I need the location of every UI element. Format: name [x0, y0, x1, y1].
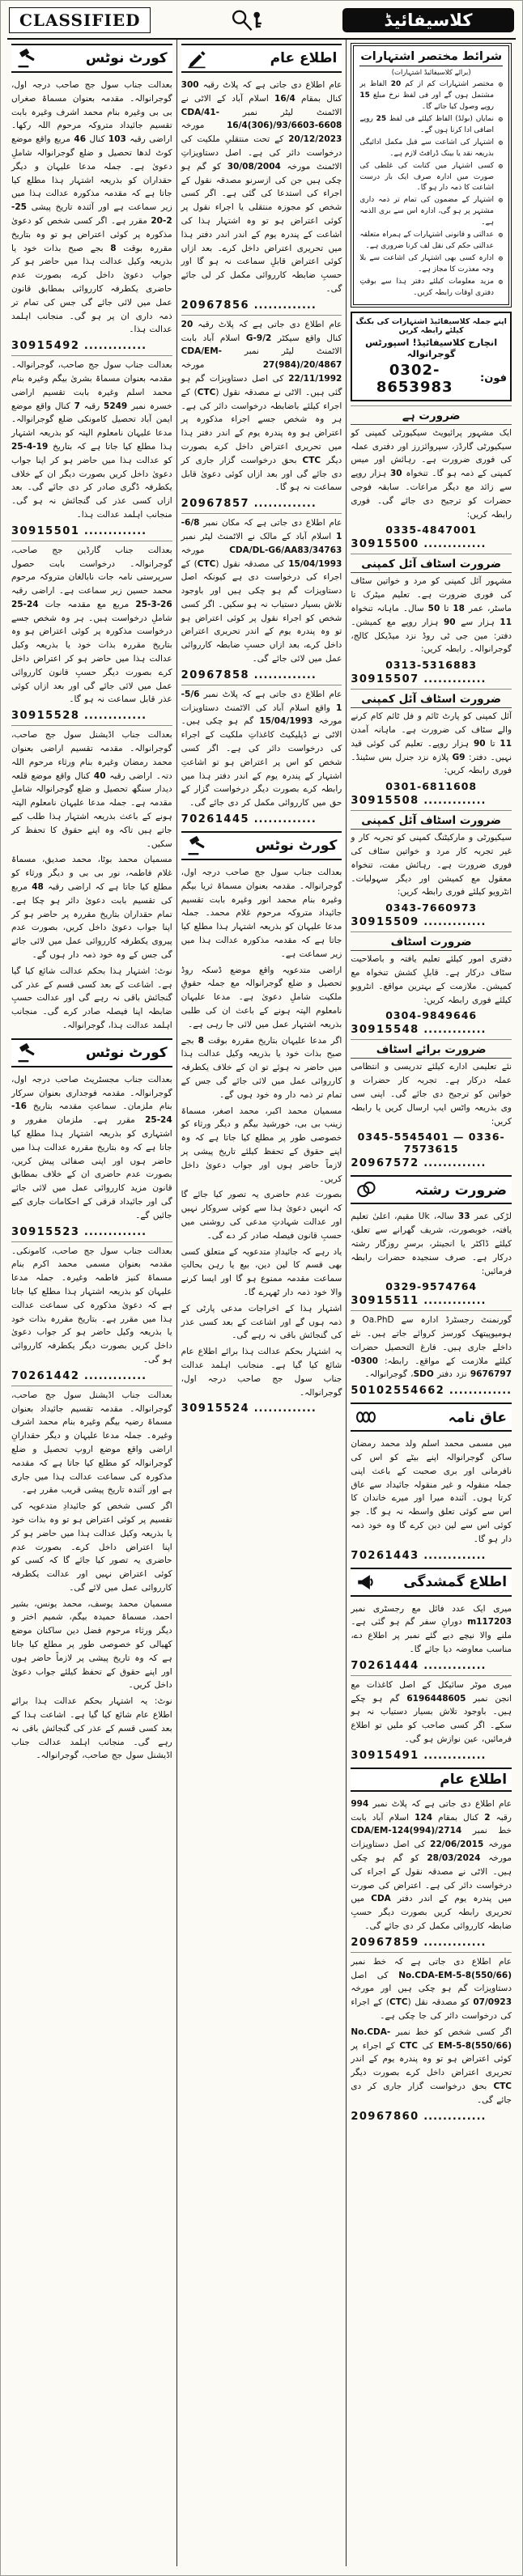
ad-text: اگر کسی شخص کو جائیدادِ متدعویہ کی تقسیم پر کوئی اعتراض ہو تو وہ بذات خود یا بذریعہ وکیل عدالت ہذا میں حاضر ہو کر اپنا اعتراض داخل کرے۔ بصورت عدم حاضری یہ تصور کیا جائے گا کہ کسی کو کوئی اعتراض نہیں اور عدالت یکطرفہ کارروائی عمل میں لائے گی۔	[11, 1501, 172, 1593]
section-header	[181, 831, 342, 860]
classified-title-ur: کلاسیفائیڈ	[342, 8, 514, 32]
megaphone-icon	[355, 1572, 376, 1593]
classified-ad	[181, 685, 342, 829]
ad-text: مسمیان محمد یوسف، محمد یونس، بشیر احمد، مسماۃ حمیدہ بیگم، شمیم اختر و دیگر ورثاء مرحوم فضل دین ساکنان موضع کھیالی کو خصوصی طور پر مطلع کیا جاتا ہے کہ وہ تاریخ پیشی پر لازماً حاضر ہوں اور اپنے حقوق کے تحفظ کیلئے جواب دعویٰ داخل کریں۔	[11, 1598, 172, 1691]
phone-number: 0301-6811608	[385, 780, 478, 793]
section-title: اطلاع عام	[270, 50, 338, 66]
ad-text: ایک مشہور پرائیویٹ سیکیورٹی کمپنی کو سیکیورٹی گارڈز، سپروائزرز اور دفتری عملہ کی فوری ضرورت ہے۔ رہائش اور میس کمپنی کے ذمہ ہو گا۔ تنخواہ 30 ہزار روپے سے زائد مع دیگر مراعات۔ سابقہ فوجی حضرات کو ترجیح دی جائے گی۔ فوری رابطہ کریں:	[351, 427, 512, 520]
ad-text: سیکیورٹی و مارکیٹنگ کمپنی کو تجربہ کار و غیر تجربہ کار مرد و خواتین سٹاف کی فوری ضرورت ہے۔ رہائش مفت، تنخواہ معقول مع کمیشن اور دیگر سہولیات۔ انٹرویو کیلئے فوری رابطہ کریں:	[351, 833, 512, 898]
ad-title: ضرورت ہے	[351, 409, 512, 425]
classified-ad	[351, 689, 512, 810]
classified-ad	[351, 1675, 512, 1765]
ad-number: 50102554662 .....	[351, 1384, 512, 1399]
column-right	[346, 40, 516, 2566]
ad-text: اشتہار ہذا کے اخراجات مدعی پارٹی کے ذمہ ہوں گے اور اشاعت کے بعد کسی عذر کی گنجائش باقی نہ رہے گی۔	[181, 1303, 342, 1341]
classified-ad	[181, 76, 342, 315]
classified-ad	[351, 1039, 512, 1173]
ad-text: عام اطلاع دی جاتی ہے کہ خط نمبر No.CDA-EM-5-8(550/66) کی اصل دستاویزات گم ہو چکی ہیں اور مورخہ 07/0923 کو مصدقہ نقل (CTC) کے اجراء کی درخواست دائر کی جا چکی ہے۔	[351, 1956, 512, 2021]
ad-text: نئے تعلیمی ادارے کیلئے تدریسی و انتظامی عملہ درکار ہے۔ تجربہ کار حضرات و خواتین کو ترجیح دی جائے گی۔ اپنی سی وی بذریعہ واٹس ایپ ارسال کریں یا رابطہ کریں:	[351, 1062, 512, 1127]
ad-text: بعدالت جناب سول جج صاحب، کامونکی۔ مقدمہ بعنوان مسمی محمد اکرم بنام مسماۃ کنیز فاطمہ وغیرہ۔ جملہ مدعا علیہان کو بذریعہ اشتہار ہذا مطلع کیا جاتا ہے کہ دعویٰ مذکورہ کی سماعت عدالت ہذا میں مقرر ہے۔ بتاریخ مقررہ بذات خود یا بذریعہ وکیل حاضر ہو کر جواب دعویٰ داخل کریں بصورت دیگر یکطرفہ کارروائی ہو گی۔	[11, 1246, 172, 1364]
classified-ad	[351, 1310, 512, 1400]
section-header	[351, 1568, 512, 1597]
ad-text: مسمیان محمد اکبر، محمد اصغر، مسماۃ زینب بی بی، خورشید بیگم و دیگر ورثاء کو خصوصی طور پر مطلع کیا جاتا ہے کہ وہ اپنے حقوق کے تحفظ کیلئے تاریخ پیشی پر لازماً حاضر ہوں اور جواب دعویٰ داخل کریں۔	[181, 1106, 342, 1184]
ad-terms-item: ۞ نمایاں (بولڈ) الفاظ کیلئے فی لفظ 25 روپے اضافی ادا کرنا ہوں گے۔	[359, 114, 503, 137]
classified-ad	[11, 355, 172, 541]
ad-title: ضرورت برائے اسٹاف	[351, 1042, 512, 1059]
classified-ad	[351, 1600, 512, 1675]
phone-number: 0343-7660973	[385, 902, 478, 915]
ad-text: عام اطلاع دی جاتی ہے کہ پلاٹ نمبر 994 رقبہ 2 کنال بمقام 124 اسلام آباد بابت خط نمبر CDA/EM-124(994)/2714 مورخہ 22/06/2015 کی اصل دستاویزات مورخہ 28/03/2024 کو گم ہو چکی ہیں۔ الاٹی نے مصدقہ نقول کے اجراء کی درخواست دائر کی ہے۔ اعتراض کی صورت میں پندرہ یوم کے اندر دفتر CDA میں تحریری رابطہ کریں بصورت دیگر حسبِ ضابطہ کارروائی مکمل کر دی جائے گی۔	[351, 1798, 512, 1931]
booking-contact-box	[351, 312, 512, 401]
section-title: اطلاع عام	[440, 1771, 508, 1788]
ad-text: گورنمنٹ رجسٹرڈ ادارہ سے Oa.PhD و ہومیوپیتھک کورسز کروائے جاتے ہیں۔ نئے داخلے جاری ہیں۔ فارغ التحصیل حضرات کیلئے ملازمت کے مواقع۔ رابطہ: 0300-9676797 نزد دفتر SDO، گوجرانوالہ۔	[351, 1315, 512, 1380]
ad-number: 30915501 .....	[11, 524, 172, 540]
phone-number: 0345-5545401 — 0336-7573615	[357, 1131, 505, 1156]
section-header	[351, 1768, 512, 1792]
ad-number: 30915528 .....	[11, 709, 172, 724]
column-left	[7, 40, 176, 2566]
section-header	[351, 1403, 512, 1432]
ad-text: یاد رہے کہ جائیدادِ متدعویہ کے متعلق کسی بھی قسم کا لین دین، بیع یا رہن بحالتِ سماعت مقدمہ ممنوع ہو گا اور ایسا کرنے والا خود ذمہ دار ٹھہرے گا۔	[181, 1246, 342, 1297]
section-title: اطلاع گمشدگی	[403, 1573, 508, 1590]
ad-text: میں مسمی محمد اسلم ولد محمد رمضان ساکن گوجرانوالہ اپنے بیٹے کو اس کی نافرمانی اور بری صحبت کے باعث اپنی جملہ منقولہ و غیر منقولہ جائیداد سے عاق کرتا ہوں۔ آئندہ میرا اور میرے خاندان کا اس سے کوئی تعلق واسطہ نہ ہو گا۔ جو کوئی اس سے لین دین کرے گا وہ خود ذمہ دار ہو گا۔	[351, 1439, 512, 1544]
ad-number: 20967858 .....	[181, 668, 342, 684]
ad-text: بعدالت جناب سول جج صاحب، گوجرانوالہ۔ مقدمہ بعنوان مسماۃ بشریٰ بیگم وغیرہ بنام محمد اسلم وغیرہ بابت تقسیم اراضی خسرہ نمبر 5249 رقبہ 7 کنال واقع موضع ایمن آباد تحصیل کامونکی ضلع گوجرانوالہ۔ مدعا علیہان نامعلوم الپتہ کو بذریعہ اشتہار ہذا مطلع کیا جاتا ہے کہ بتاریخ 19-4-25 کو عدالت ہذا میں حاضر ہو کر اپنا جواب دعویٰ داخل کریں بصورت دیگر ان کے خلاف یکطرفہ ڈگری صادر کر دی جائے گی۔ بعد ازاں کسی عذر کی گنجائش نہ ہو گی۔ منجانب اہلمد عدالت ہذا۔	[11, 360, 172, 520]
booking-contact-line: اپنے جملہ کلاسیفائیڈ اشتہارات کی بکنگ کیلئے رابطہ کریں	[355, 316, 507, 335]
ad-number: 20967857 .....	[181, 497, 342, 512]
ad-terms-item: ۞ کسی اشتہار میں کتابت کی غلطی کی صورت میں ادارہ صرف ایک بار درست اشاعت کا ذمہ دار ہو گا۔	[359, 161, 503, 195]
ad-title: ضرورت اسٹاف آئل کمپنی	[351, 692, 512, 708]
phone-label: فون:	[480, 372, 508, 385]
ad-text: بصورت عدم حاضری یہ تصور کیا جائے گا کہ انہیں دعویٰ ہذا سے کوئی سروکار نہیں اور عدالت شہادتِ مدعی کی روشنی میں حسبِ قانون فیصلہ صادر کر دے گی۔	[181, 1190, 342, 1241]
ad-text: بعدالت جناب مجسٹریٹ صاحب درجہ اول، گوجرانوالہ۔ مقدمہ فوجداری بعنوان سرکار بنام ملزمان۔ سماعتِ مقدمہ بتاریخ 16-24-25 مقرر ہے۔ ملزمان مفرور و اشتہاری کو بذریعہ اشتہار ہذا مطلع کیا جاتا ہے کہ وہ بتاریخ مقررہ عدالت ہذا میں حاضر ہوں اور اپنی صفائی پیش کریں، بصورت عدم حاضری ان کے خلاف بمطابق قانون مزید کارروائی عمل میں لائی جائے گی اور جائیداد قرقی کے احکامات جاری کیے جائیں گے۔	[11, 1074, 172, 1220]
ad-text: لڑکی عمر 33 سالہ، Uk مقیم، اعلیٰ تعلیم یافتہ، خوبصورت، شریف گھرانے سے تعلق، کیلئے ڈاکٹر یا انجینئر، برسرِ روزگار رشتہ درکار ہے۔ صرف سنجیدہ حضرات رابطہ فرمائیں:	[351, 1212, 512, 1276]
ad-number: 70261445 .....	[181, 813, 342, 828]
classified-ad	[181, 864, 342, 1418]
gavel-icon	[186, 835, 207, 856]
ad-text: بعدالت جناب اڈیشنل سول جج صاحب، گوجرانوالہ۔ مقدمہ تقسیم اراضی بعنوان محمد رمضان وغیرہ بنام ورثاء مرحوم اللہ دتہ۔ اراضی رقبہ 40 کنال واقع موضع قلعہ دیدار سنگھ تحصیل و ضلع گوجرانوالہ شاملِ مقدمہ ہے۔ جملہ مدعا علیہان نامعلوم الپتہ ہونے کے باعث بذریعہ اشتہار ہذا طلب کیے جاتے ہیں تاکہ وہ اپنے حقوق کا تحفظ کر سکیں۔	[11, 730, 172, 849]
ad-text: عام اطلاع دی جاتی ہے کہ پلاٹ رقبہ 300 کنال بمقام 16/4 اسلام آباد کے الاٹی نے الاٹمنٹ لیٹر نمبر CDA/41-16/4(306)/93/6603-6608 مورخہ 20/12/2023 کے تحت منتقلیِ ملکیت کی درخواست دائر کی ہے۔ اصل دستاویزاتِ الاٹمنٹ مورخہ 30/08/2004 کو گم ہو چکی ہیں جن کی ازسرنو مصدقہ نقول کے اجراء کی استدعا کی گئی ہے۔ اگر کسی شخص کو مجوزہ منتقلی یا اجراء نقول پر کوئی اعتراض ہو تو وہ اشتہار ہذا کی اشاعت کے پندرہ یوم کے اندر اندر دفتر ہذا میں تحریری اعتراض داخل کرے۔ بعد ازاں کوئی اعتراض قابلِ سماعت نہ ہو گا اور حسبِ ضابطہ کارروائی مکمل کر لی جائے گی۔	[181, 80, 342, 294]
ad-text: بعدالت جناب سول جج صاحب درجہ اول، گوجرانوالہ۔ مقدمہ بعنوان مسماۃ صغراں بی بی وغیرہ بنام محمد اشرف وغیرہ بابت تقسیم جائیداد متروکہ مرحوم اللہ رکھا۔ اراضی رقبہ 103 کنال 46 مربع واقع موضع کوٹ لدھا تحصیل و ضلع گوجرانوالہ شاملِ دعویٰ ہے۔ جملہ مدعا علیہان و دیگر حقداران کو بذریعہ اشتہار ہذا مطلع کیا جاتا ہے کہ مقدمہ مذکورہ عدالت ہذا میں زیر سماعت ہے اور آئندہ تاریخ پیشی 25-2-20 مقرر ہے۔ اگر کسی شخص کو دعویٰ مذکورہ پر کوئی اعتراض ہو تو وہ بتاریخ مقررہ بوقت 8 بجے صبح بذات خود یا بذریعہ وکیل عدالت ہذا میں حاضر ہو کر جواب دعویٰ داخل کرے، بصورت عدم حاضری یکطرفہ کارروائی بمطابق قانون عمل میں لائی جائے گی جس کی تمام تر ذمہ داری ان پر ہو گی۔ منجانب اہلمد عدالت ہذا۔	[11, 80, 172, 335]
classified-ad	[11, 1386, 172, 1767]
ad-text: اگر مدعا علیہان بتاریخ مقررہ بوقت 8 بجے صبح بذات خود یا بذریعہ وکیل عدالت ہذا میں حاضر نہ ہوئے تو ان کے خلاف یکطرفہ کارروائی عمل میں لائی جائے گی جس کے تمام تر ذمہ دار وہ خود ہوں گے۔	[181, 1035, 342, 1100]
ad-text: دفتری امور کیلئے تعلیم یافتہ و باصلاحیت سٹاف درکار ہے۔ قابلِ کشش تنخواہ مع کمیشن۔ ملازمت کے بہترین مواقع۔ انٹرویو کیلئے فوری رابطہ کریں:	[351, 954, 512, 1005]
ad-terms-item: ۞ اشتہار کی اشاعت سے قبل مکمل ادائیگی بذریعہ نقد یا بینک ڈرافٹ لازم ہے۔	[359, 138, 503, 160]
classified-ad	[351, 932, 512, 1039]
ad-text: بعدالت جناب گارڈین جج صاحب، گوجرانوالہ۔ درخواست بابت حصول سرپرستی نامہ جات نابالغان متروکہ مرحوم محمد حسین زیر سماعت ہے۔ اراضی رقبہ 26-3-25 مربع مع مقدمہ جات 24-25 شاملِ درخواست ہیں۔ ہر وہ شخص جسے درخواست مذکورہ پر کوئی اعتراض ہو وہ بتاریخ مقررہ بذات خود یا بذریعہ وکیل عدالت ہذا میں حاضر ہو کر اعتراض داخل کرے بصورت دیگر حسبِ قانون کارروائی عمل میں لائی جائے گی اور بعد ازاں کوئی عذر قابل سماعت نہ ہو گا۔	[11, 545, 172, 705]
ad-number: 30915509 .....	[351, 915, 512, 931]
magnifier-keys-icon	[223, 8, 270, 32]
column-middle	[176, 40, 347, 2566]
classified-ad	[351, 554, 512, 689]
classified-ad	[351, 1952, 512, 2126]
classified-ad	[351, 1795, 512, 1952]
ad-text: میری موٹر سائیکل کے اصل کاغذات مع انجن نمبر 6196448605 گم ہو چکے ہیں۔ باوجود تلاش بسیار دستیاب نہ ہو سکے۔ اگر کسی صاحب کو ملیں تو اطلاع فرمائیں، عین نوازش ہو گی۔	[351, 1679, 512, 1745]
ad-number: 20967856 .....	[181, 299, 342, 314]
classified-ad	[351, 810, 512, 932]
ad-text: اگر کسی شخص کو خط نمبر No.CDA-EM-5-8(550/66) کی CTC کے اجراء پر کوئی اعتراض ہو تو وہ پندرہ یوم کے اندر تحریری اعتراض داخل کرے بصورت دیگر CTC بحق درخواست گزار جاری کر دی جائے گی۔	[351, 2026, 512, 2105]
gavel-icon	[16, 48, 37, 69]
ad-text: مشہور آئل کمپنی کو مرد و خواتین سٹاف کی فوری ضرورت ہے۔ تعلیم میٹرک تا ماسٹر، عمر 18 تا 50 سال۔ ماہانہ تنخواہ 11 ہزار سے 90 ہزار روپے مع کمیشن۔ دفتر: مین جی ٹی روڈ نزد میڈیکل کالج، گوجرانوالہ۔ رابطہ کریں:	[351, 576, 512, 655]
ad-terms-box	[351, 43, 512, 308]
ad-terms-item: ۞ مختصر اشتہارات کم از کم 20 الفاظ پر مشتمل ہوں گے اور فی لفظ نرخ مبلغ 15 روپے وصول کیا جائے گا۔	[359, 79, 503, 113]
ad-number: 30915491 .....	[351, 1749, 512, 1764]
section-header	[11, 44, 172, 73]
ad-text: یہ اشتہار بحکم عدالت ہذا برائے اطلاع عام شائع کیا گیا ہے۔ منجانب اہلمد عدالت جناب سول جج صاحب درجہ اول، گوجرانوالہ۔	[181, 1347, 342, 1398]
ad-text: نوٹ: اشتہار ہذا بحکم عدالت شائع کیا گیا ہے۔ اشاعت کے بعد کسی قسم کے عذر کی گنجائش باقی نہ رہے گی اور عدالت حسبِ ضابطہ اپنا فیصلہ صادر کرے گی۔ منجانب اہلمد عدالت ہذا، گوجرانوالہ۔	[11, 965, 172, 1030]
gavel-icon	[16, 1042, 37, 1063]
ad-terms-title: شرائط مختصر اشتہارات	[359, 50, 503, 66]
classified-ad	[351, 1207, 512, 1310]
ad-title: ضرورت اسٹاف	[351, 935, 512, 951]
classified-ad	[11, 1241, 172, 1386]
ad-text: میری ایک عدد فائل مع رجسٹری نمبر m117203 دورانِ سفر گم ہو گئی ہے۔ ملنے والا نیچے دیے گئے نمبر پر اطلاع دے، مناسب معاوضہ دیا جائے گا۔	[351, 1603, 512, 1655]
booking-phone-row	[355, 362, 507, 396]
classified-ad	[351, 405, 512, 554]
ad-text: مسمیان محمد بوٹا، محمد صدیق، مسماۃ غلام فاطمہ، نور بی بی و دیگر ورثاء کو مطلع کیا جاتا ہے کہ اراضی رقبہ 48 مربع کی تقسیم بابت دعویٰ دائر ہو چکا ہے۔ تمام حقداران بتاریخ مقررہ پر حاضر ہو کر اپنا جواب دعویٰ داخل کریں، بصورت عدم پیروی یکطرفہ کارروائی عمل میں لائی جائے گی جس کے وہ خود ذمہ دار ہوں گے۔	[11, 855, 172, 961]
ad-text: آئل کمپنی کو پارٹ ٹائم و فل ٹائم کام کرنے والے سٹاف کی ضرورت ہے۔ ماہانہ آمدن 11 تا 90 ہزار روپے۔ تعلیم کی کوئی قید نہیں۔ دفتر: G9 پلازہ نزد جنرل بس سٹینڈ۔ فوری رابطہ کریں:	[351, 711, 512, 776]
ad-number: 30915523 .....	[11, 1225, 172, 1241]
section-title: کورٹ نوٹس	[85, 50, 168, 66]
section-title: ضرورت رشتہ	[415, 1182, 508, 1199]
ad-text: اراضی متدعویہ واقع موضع ڈسکہ روڈ تحصیل و ضلع گوجرانوالہ مع جملہ حقوقِ ملکیت شاملِ دعویٰ ہے۔ مدعا علیہان نامعلوم الپتہ ہونے کے باعث ان کی طلبی بذریعہ اشتہار عمل میں لائی جا رہی ہے۔	[181, 965, 342, 1029]
phone-number: 0335-4847001	[385, 524, 478, 537]
classified-ad	[11, 725, 172, 1036]
phone-number: 0313-5316883	[385, 659, 478, 672]
ad-number: 20967859 .....	[351, 1936, 512, 1951]
classified-ad	[11, 76, 172, 355]
section-header	[181, 44, 342, 73]
classified-title-en: CLASSIFIED	[9, 7, 151, 33]
ad-terms-item: ۞ مزید معلومات کیلئے دفتر ہذا سے بوقتِ دفتری اوقات رابطہ کریں۔	[359, 277, 503, 299]
ad-terms-item: ۞ ادارہ کسی بھی اشتہار کی اشاعت سے بلا وجہ معذرت کا مجاز ہے۔	[359, 253, 503, 276]
booking-contact-name: انچارج کلاسیفائیڈ! اسپورٹس گوجرانوالہ	[365, 336, 498, 359]
ad-number: 30915511 .....	[351, 1294, 512, 1309]
ad-number: 70261443 .....	[351, 1549, 512, 1564]
ad-terms-subtitle: (برائے کلاسیفائیڈ اشتہارات)	[391, 69, 471, 77]
ad-terms-item: ۞ اشتہار کے مضمون کی تمام تر ذمہ داری مشتہر پر ہو گی، ادارہ اس سے بری الذمہ ہے۔	[359, 195, 503, 229]
ad-text: عام اطلاع دی جاتی ہے کہ پلاٹ نمبر 5/6-1 واقع اسلام آباد کی الاٹمنٹ دستاویزات مورخہ 15/04/1993 گم ہو چکی ہیں۔ الاٹی نے ڈپلیکیٹ کاغذاتِ ملکیت کے اجراء کی درخواست دائر کی ہے۔ اگر کسی شخص کو اس پر اعتراض ہو تو اشاعتِ اشتہار کے پندرہ یوم کے اندر دفتر ہذا میں رابطہ کرے بصورت دیگر درخواست گزار کے حق میں کارروائی مکمل کر دی جائے گی۔	[181, 689, 342, 808]
phone-number: 0304-9849646	[385, 1009, 478, 1022]
pen-icon	[186, 48, 207, 69]
ad-number: 20967860 .....	[351, 2110, 512, 2125]
section-title: عاق نامہ	[448, 1409, 508, 1426]
masthead	[7, 6, 516, 40]
classified-ad	[11, 1071, 172, 1241]
ad-text: نوٹ: یہ اشتہار بحکم عدالت ہذا برائے اطلاع عام شائع کیا گیا ہے۔ اشاعت ہذا کے بعد کسی قسم کے عذر کی گنجائش باقی نہ رہے گی۔ منجانب اہلمد عدالت جناب اڈیشنل سول جج صاحب، گوجرانوالہ۔	[11, 1696, 172, 1761]
phone-number: 0302-8653983	[376, 361, 453, 396]
rings-icon	[355, 1179, 376, 1200]
phone-number: 0329-9574764	[385, 1280, 478, 1293]
ad-title: ضرورت اسٹاف آئل کمپنی	[351, 557, 512, 573]
ad-title: ضرورت اسٹاف آئل کمپنی	[351, 813, 512, 830]
ad-text: بعدالت جناب سول جج صاحب درجہ اول، گوجرانوالہ۔ مقدمہ بعنوان مسماۃ ثریا بیگم وغیرہ بنام محمد انور وغیرہ بابت تقسیم جائیداد متروکہ مرحوم غلام محمد۔ جملہ مدعا علیہان کو بذریعہ اشتہار ہذا مطلع کیا جاتا ہے کہ مقدمہ مذکورہ عدالت ہذا میں زیر سماعت ہے۔	[181, 868, 342, 959]
section-title: کورٹ نوٹس	[255, 838, 338, 855]
ad-text: عام اطلاع دی جاتی ہے کہ پلاٹ رقبہ 20 کنال واقع سیکٹر G-9/2 اسلام آباد بابت الاٹمنٹ لیٹر نمبر CDA/EM-27(984)/20/4867 مورخہ 22/11/1992 کی اصل دستاویزات گم ہو گئی ہیں۔ الاٹی نے مصدقہ نقول (CTC) کے اجراء کیلئے باضابطہ درخواست دائر کی ہے۔ ہر وہ شخص جسے اجراء مذکورہ پر اعتراض ہو وہ پندرہ یوم کے اندر دفتر ہذا میں تحریری اعتراض داخل کرے بصورت دیگر CTC بحق درخواست گزار جاری کر دی جائے گی اور بعد ازاں کوئی دعویٰ قابل سماعت نہ ہو گا۔	[181, 319, 342, 493]
ad-text: عام اطلاع دی جاتی ہے کہ مکان نمبر 6/8-1 اسلام آباد کے مالک نے الاٹمنٹ لیٹر نمبر CDA/DL-G6/AA83/34763 مورخہ 15/04/1993 کی مصدقہ نقول (CTC) کے اجراء کی درخواست دی ہے کیونکہ اصل دستاویزات گم ہو چکی ہیں اور باوجود تلاش بسیار دستیاب نہ ہو سکیں۔ اگر کسی شخص کو اجراء نقول پر کوئی اعتراض ہو تو وہ پندرہ یوم کے اندر تحریری اعتراض داخل کرے، بعد ازاں حسبِ ضابطہ کارروائی عمل میں لائی جائے گی۔	[181, 518, 342, 664]
ad-number: 20967572 .....	[351, 1156, 512, 1172]
ad-terms-item: ۞ عدالتی و قانونی اشتہارات کے ہمراہ متعلقہ عدالتی حکم کی نقل لف کرنا ضروری ہے۔	[359, 230, 503, 253]
columns-container	[7, 40, 516, 2566]
classified-ad	[181, 315, 342, 513]
section-header	[351, 1175, 512, 1204]
ad-number: 30915500 .....	[351, 537, 512, 553]
ad-number: 70261444 .....	[351, 1659, 512, 1674]
classified-ad	[351, 1435, 512, 1564]
ad-number: 30915508 .....	[351, 794, 512, 809]
ad-text: بعدالت جناب اڈیشنل سول جج صاحب، گوجرانوالہ۔ مقدمہ تقسیم جائیداد بعنوان مسماۃ رضیہ بیگم وغیرہ بنام محمد اشرف وغیرہ۔ جملہ مدعا علیہان و دیگر حقدارانِ اراضی واقع موضع اروپ تحصیل و ضلع گوجرانوالہ کو مطلع کیا جاتا ہے کہ مقدمہ مذکورہ کی سماعت عدالت ہذا میں جاری ہے اور آئندہ تاریخ پیشی قریب مقرر ہے۔	[11, 1390, 172, 1496]
ad-number: 70261442 .....	[11, 1369, 172, 1385]
section-header	[11, 1038, 172, 1067]
ad-number: 30915507 .....	[351, 673, 512, 688]
chain-icon	[355, 1407, 376, 1428]
ad-number: 30915524 .....	[181, 1402, 342, 1417]
ad-number: 30915492 .....	[11, 339, 172, 354]
classified-ad	[181, 513, 342, 685]
classified-ad	[11, 541, 172, 726]
section-title: کورٹ نوٹس	[85, 1044, 168, 1061]
ad-number: 30915548 .....	[351, 1023, 512, 1038]
